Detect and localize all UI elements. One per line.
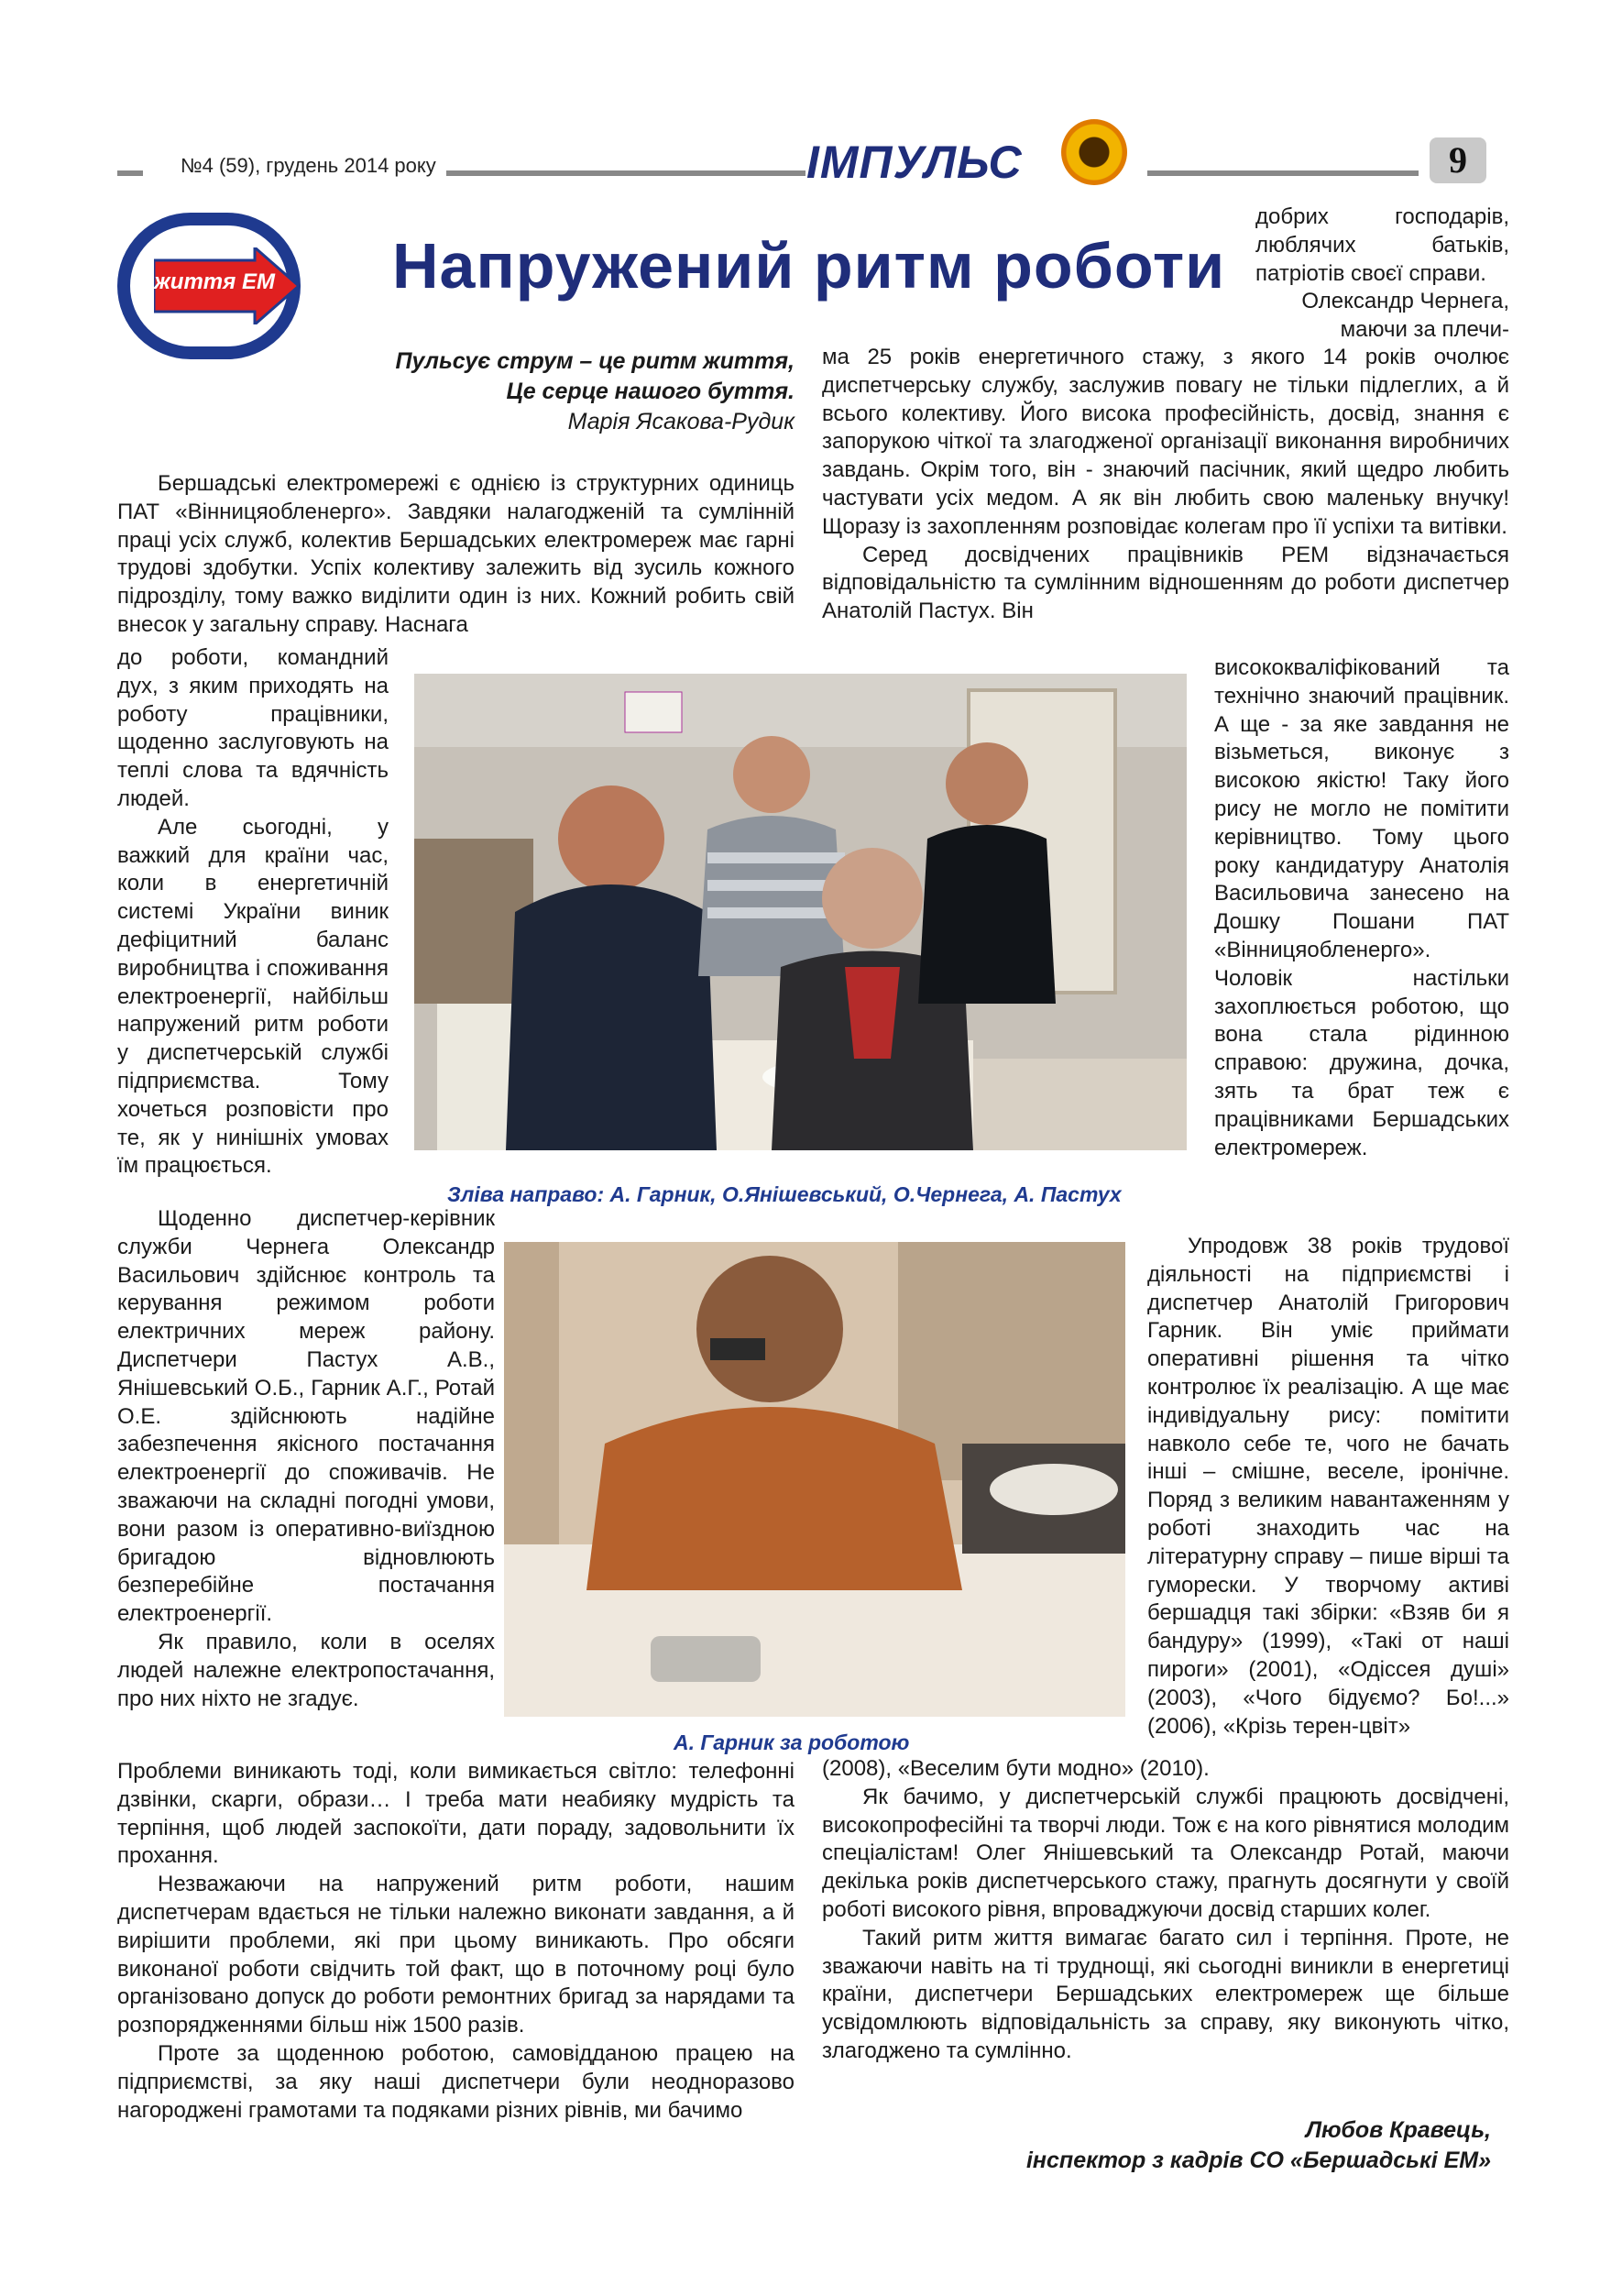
page-number: 9	[1430, 137, 1486, 183]
logo-text: ІМПУЛЬС	[806, 137, 1023, 188]
photo-garnyk-at-work-image	[504, 1242, 1125, 1717]
photo-dispatch-team	[414, 674, 1187, 1150]
newspaper-logo	[806, 119, 1136, 196]
paragraph: до роботи, командний дух, з яким приходять на роботу працівники, щоденно заслуговують на теплі слова та вдячність людей.	[117, 645, 389, 811]
paragraph: (2008), «Веселим бути модно» (2010).	[822, 1756, 1210, 1781]
paragraph: Щоденно диспетчер-керівник служби Чернега Олександр Васильович здійснює контроль та керування режимом роботи електричних мереж району. Диспетчери Пастух А.В., Янішевський О.Б., Гарник А.Г., Ротай О.Е. здійснюють надійне забезпечення якісного постачання електроенергії до споживачів. Не зважаючи на складні погодні умови, вони разом із оперативно-виїздною бригадою відновлюють безперебійне постачання електроенергії.	[117, 1206, 495, 1627]
epigraph-line-2: Це серце нашого буття.	[506, 379, 795, 404]
left-bottom-text	[117, 1758, 795, 2125]
paragraph: Проте за щоденною роботою, самовідданою працею на підприємстві, за яку наші диспетчери були неодноразово нагороджені грамотами та подяками різних рівнів, ми бачимо	[117, 2040, 795, 2123]
left-top-text	[117, 470, 795, 640]
paragraph: висококваліфікований та технічно знаючий працівник. А ще - за яке завдання не візьметься, виконує з високою якістю! Таку його рису не могло не помітити керівництво. Тому цього року кандидатуру Анатолія Васильовича занесено на Дошку Пошани ПАТ «Вінницяобленерго». Чоловік настільки захоплюється роботою, що вона стала рідинною справою: дружина, дочка, зять та брат теж є працівниками Бершадських електромереж.	[1214, 655, 1509, 1160]
paragraph: Як бачимо, у диспетчерській службі працюють досвідчені, високопрофесійні та творчі люди. Тож є на кого рівнятися молодим спеціалістам! Олег Янішевський та Олександр Ротай, маючи декілька років диспетчерського стажу, прагнуть досягнути у своїй роботі високого рівня, впроваджуючи досвід старших колег.	[822, 1784, 1509, 1922]
section-badge	[117, 213, 312, 359]
right-narrow-text	[1214, 654, 1509, 1162]
left-narrow-text	[117, 644, 389, 1181]
article-title: Напружений ритм роботи	[392, 230, 1226, 302]
paragraph: ма 25 років енергетичного стажу, з якого 14 років очолює диспетчерську службу, заслужив повагу не тільки підлеглих, а й всього колективу. Його висока професійність, досвід, знання є запорукою чіткої та злагодженої організації виконання виробничих завдань. Окрім того, він - знаючий пасічник, який щедро любить частувати усіх медом. А як він любить свою маленьку внучку! Щоразу із захопленням розповідає колегам про її успіхи та витівки.	[822, 345, 1509, 539]
header-rule-right	[1147, 170, 1419, 176]
photo-2-caption: А. Гарник за роботою	[674, 1730, 910, 1754]
header-rule-left-short	[117, 170, 143, 176]
section-label: З життя ЕМ	[134, 269, 275, 294]
paragraph: Серед досвідчених працівників РЕМ відзначається відповідальністю та сумлінним відношенням до роботи диспетчер Анатолій Пастух. Він	[822, 542, 1509, 624]
photo-garnyk-at-work	[504, 1242, 1125, 1717]
paragraph: Упродовж 38 років трудової діяльності на підприємстві і диспетчер Анатолій Григорович Гарник. Він уміє приймати оперативні рішення та чітко контролює їх реалізацію. А ще має індивідуальну рису: помітити навколо себе те, чого не бачать інші – смішне, веселе, іронічне. Поряд з великим навантаженням у роботі знаходить час на літературну справу – пише вірші та гуморески. У творчому активі бершадця такі збірки: «Взяв би я бандуру» (1999), «Такі от наші пироги» (2001), «Одіссея душі» (2003), «Чого бідуємо? Бо!...» (2006), «Крізь терен-цвіт»	[1147, 1234, 1509, 1739]
paragraph: Незважаючи на напружений ритм роботи, нашим диспетчерам вдається не тільки належно виконати завдання, а й вирішити проблеми, які при цьому виникають. Про обсяги виконаної роботи свідчить той факт, що в поточному році було організовано допуск до роботи ремонтних бригад за нарядами та розпорядженнями більш ніж 1500 разів.	[117, 1872, 795, 2038]
issue-info: №4 (59), грудень 2014 року	[181, 154, 436, 177]
left-mid-text	[117, 1205, 495, 1713]
author-name: Любов Кравець,	[1305, 2117, 1491, 2143]
right-wide-text	[822, 344, 1509, 626]
paragraph: Як правило, коли в оселях людей належне електропостачання, про них ніхто не згадує.	[117, 1629, 495, 1711]
sunflower-lightbulb-icon	[1061, 119, 1127, 185]
header-rule-left	[446, 170, 806, 176]
author-position: інспектор з кадрів СО «Бершадські ЕМ»	[1025, 2148, 1491, 2173]
paragraph: добрих господарів, люблячих батьків, патріотів своєї справи.	[1255, 204, 1509, 286]
epigraph-author: Марія Ясакова-Рудик	[567, 409, 795, 434]
right-top-narrow-text	[1255, 203, 1509, 345]
paragraph: Такий ритм життя вимагає багато сил і терпіння. Проте, не зважаючи навіть на ті труднощі, які сьогодні виникли в енергетиці країни, диспетчери Бершадських електромереж ще більше усвідомлюють відповідальність за справу, яку виконують чітко, злагоджено та сумлінно.	[822, 1925, 1509, 2063]
photo-1-caption: Зліва направо: А. Гарник, О.Янішевський, О.Чернега, А. Пастух	[447, 1182, 1122, 1206]
right-bottom-text	[822, 1755, 1509, 2066]
paragraph: Бершадські електромережі є однією із структурних одиниць ПАТ «Вінницяобленерго». Завдяки налагодженій та сумлінній праці усіх служб, колектив Бершадських електромереж має гарні трудові здобутки. Успіх колективу залежить від зусиль кожного підрозділу, тому важко виділити один із них. Кожний робить свій внесок у загальну справу. Наснага	[117, 471, 795, 637]
paragraph: Але сьогодні, у важкий для країни час, коли в енергетичній системі України виник дефіцитний баланс виробництва і споживання електроенергії, найбільш напружений ритм роботи у диспетчерській службі підприємства. Тому хочеться розповісти про те, як у нинішніх умовах їм працюється.	[117, 814, 389, 1179]
right-mid-text	[1147, 1233, 1509, 1741]
paragraph: Проблеми виникають тоді, коли вимикається світло: телефонні дзвінки, скарги, образи… І треба мати неабияку мудрість та терпіння, щоб людей заспокоїти, дати пораду, задовольнити їх прохання.	[117, 1759, 795, 1869]
photo-dispatch-team-image	[414, 674, 1187, 1150]
paragraph: Олександр Чернега, маючи за плечи-	[1301, 289, 1509, 343]
epigraph-line-1: Пульсує струм – це ритм життя,	[395, 348, 795, 374]
